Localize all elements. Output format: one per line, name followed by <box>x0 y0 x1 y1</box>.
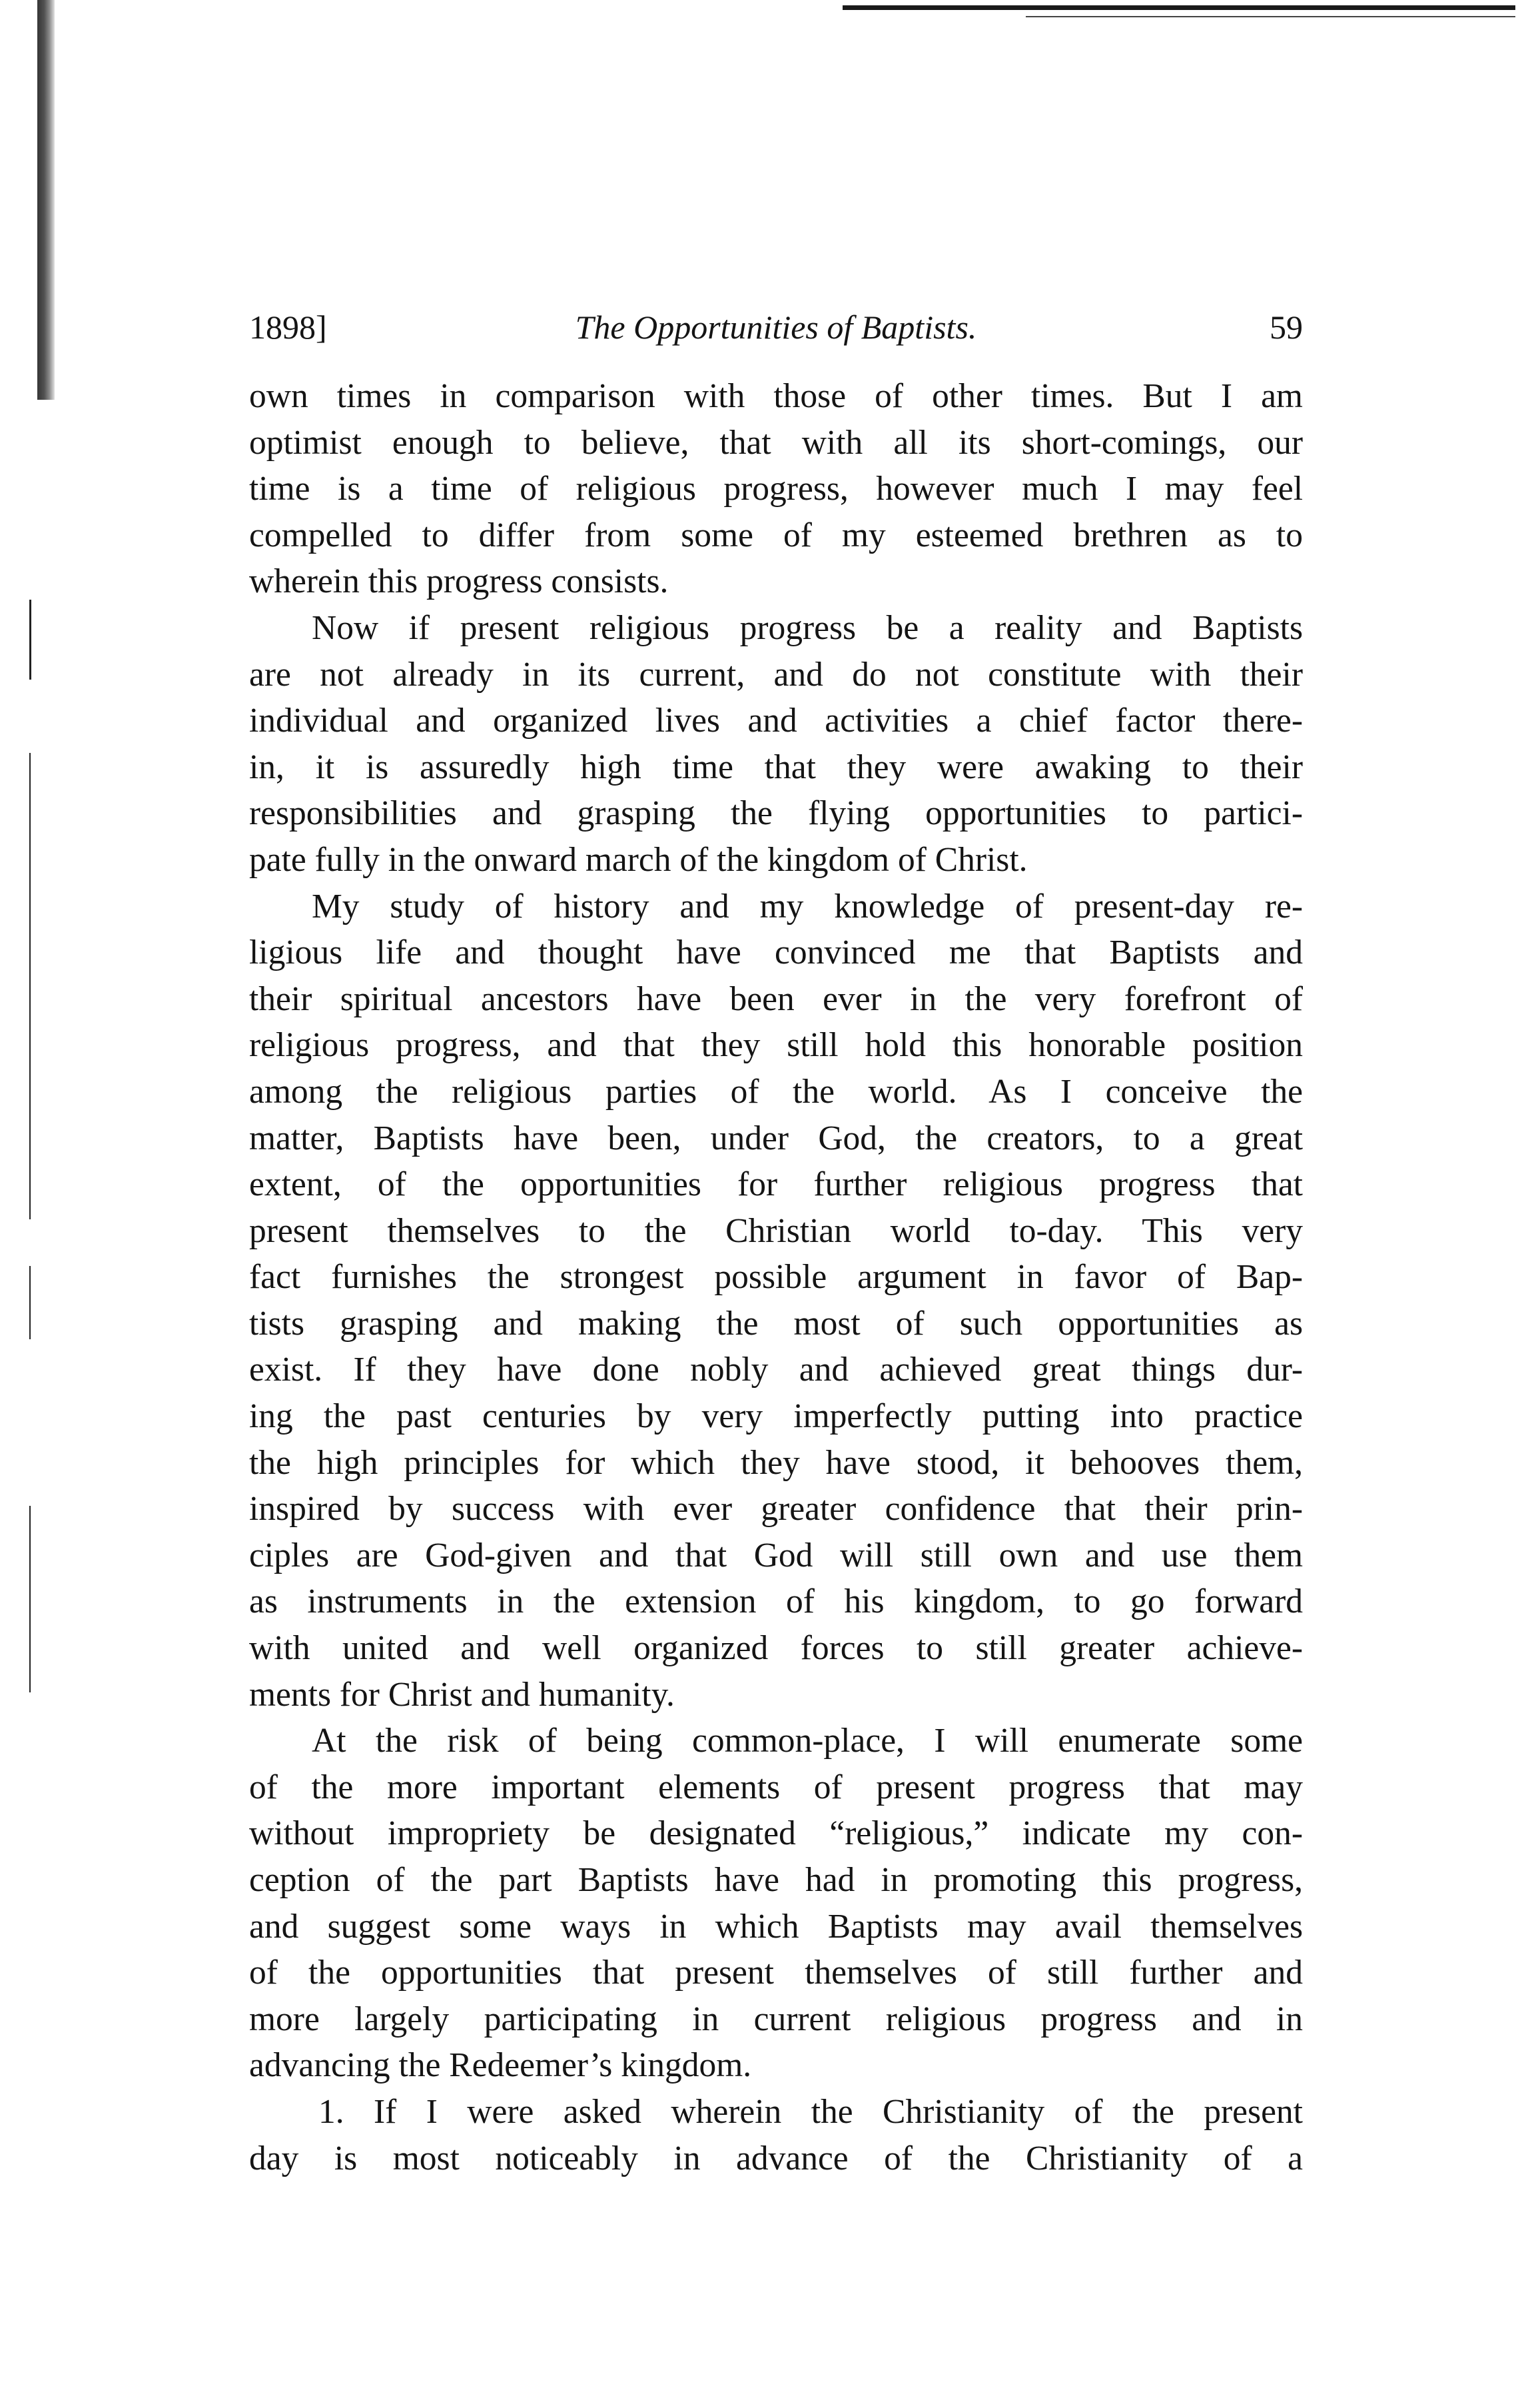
running-header <box>249 308 1303 354</box>
text-line: their spiritual ancestors have been ever in the very forefront of <box>249 979 1303 1018</box>
binding-mark <box>29 600 31 680</box>
text-line: with united and well organized forces to still greater achieve- <box>249 1629 1303 1668</box>
text-line: and suggest some ways in which Baptists may avail themselves <box>249 1907 1303 1946</box>
text-line: of the opportunities that present themselves of still further and <box>249 1954 1303 1992</box>
text-line: are not already in its current, and do not constitute with their <box>249 655 1303 694</box>
binding-mark <box>29 1506 31 1692</box>
text-line: inspired by success with ever greater confidence that their prin- <box>249 1490 1303 1528</box>
text-line: extent, of the opportunities for further religious progress that <box>249 1165 1303 1204</box>
text-line: ciples are God-given and that God will still own and use them <box>249 1536 1303 1574</box>
text-line: At the risk of being common-place, I will enumerate some <box>312 1722 1303 1760</box>
header-year: 1898] <box>249 308 327 346</box>
text-line: pate fully in the onward march of the kingdom of Christ. <box>249 840 1028 879</box>
text-line: 1. If I were asked wherein the Christianity of the present <box>318 2092 1303 2131</box>
top-rule <box>843 5 1515 10</box>
text-line: without impropriety be designated “religious,” indicate my con- <box>249 1814 1303 1853</box>
text-line: present themselves to the Christian world to-day. This very <box>249 1211 1303 1250</box>
text-line: as instruments in the extension of his kingdom, to go forward <box>249 1582 1303 1621</box>
text-line: fact furnishes the strongest possible argument in favor of Bap- <box>249 1258 1303 1297</box>
text-line: individual and organized lives and activities a chief factor there- <box>249 702 1303 740</box>
text-line: advancing the Redeemer’s kingdom. <box>249 2046 752 2085</box>
binding-mark <box>29 1266 31 1339</box>
text-line: wherein this progress consists. <box>249 562 669 601</box>
text-line: My study of history and my knowledge of present-day re- <box>312 887 1303 925</box>
text-line: compelled to differ from some of my esteemed brethren as to <box>249 516 1303 554</box>
text-line: optimist enough to believe, that with all its short-comings, our <box>249 423 1303 462</box>
text-line: religious progress, and that they still hold this honorable position <box>249 1026 1303 1065</box>
text-line: more largely participating in current religious progress and in <box>249 2000 1303 2038</box>
text-line: ception of the part Baptists have had in promoting this progress, <box>249 1861 1303 1899</box>
text-line: among the religious parties of the world. As I conceive the <box>249 1072 1303 1111</box>
binding-shadow <box>37 0 55 400</box>
text-line: Now if present religious progress be a reality and Baptists <box>312 608 1303 647</box>
binding-mark <box>29 753 31 1219</box>
text-line: ments for Christ and humanity. <box>249 1675 675 1714</box>
text-line: own times in comparison with those of other times. But I am <box>249 377 1303 415</box>
text-line: exist. If they have done nobly and achieved great things dur- <box>249 1351 1303 1389</box>
text-line: in, it is assuredly high time that they were awaking to their <box>249 748 1303 786</box>
text-line: ligious life and thought have convinced me that Baptists and <box>249 933 1303 972</box>
text-line: day is most noticeably in advance of the Christianity of a <box>249 2139 1303 2177</box>
text-line: the high principles for which they have stood, it behooves them, <box>249 1443 1303 1482</box>
text-line: tists grasping and making the most of such opportunities as <box>249 1304 1303 1343</box>
text-line: responsibilities and grasping the flying opportunities to partici- <box>249 794 1303 833</box>
running-title: The Opportunities of Baptists. <box>575 308 977 346</box>
text-line: time is a time of religious progress, however much I may feel <box>249 470 1303 508</box>
page-number: 59 <box>1270 308 1303 346</box>
text-line: of the more important elements of present progress that may <box>249 1768 1303 1806</box>
text-line: ing the past centuries by very imperfectly putting into practice <box>249 1397 1303 1436</box>
page-body <box>249 373 1303 2181</box>
top-rule-thin <box>1026 16 1515 17</box>
text-line: matter, Baptists have been, under God, the creators, to a great <box>249 1119 1303 1157</box>
